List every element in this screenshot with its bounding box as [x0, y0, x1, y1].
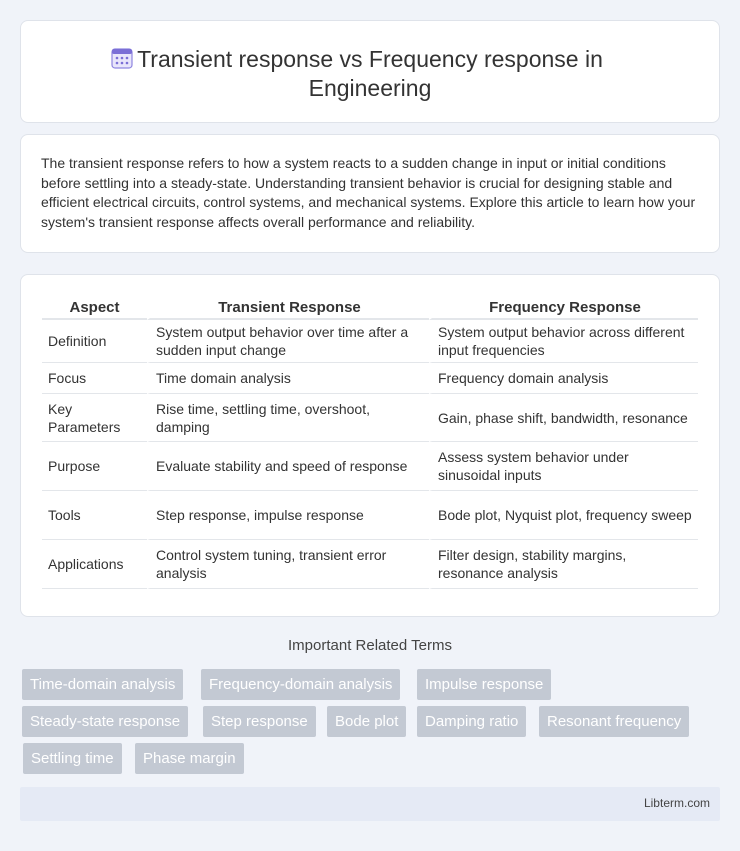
tag-damping-ratio[interactable]: Damping ratio: [417, 706, 526, 737]
tag-impulse-response[interactable]: Impulse response: [417, 669, 551, 700]
tag-steady-state-response[interactable]: Steady-state response: [22, 706, 188, 737]
cell-transient: System output behavior over time after a sudden input change: [147, 320, 429, 363]
table-row: [42, 320, 698, 363]
tag-settling-time[interactable]: Settling time: [23, 743, 122, 774]
table-row: [42, 442, 698, 491]
cell-aspect: Definition: [42, 320, 147, 363]
table-row: [42, 491, 698, 540]
related-terms-title: Important Related Terms: [288, 637, 452, 654]
intro-card: [20, 134, 720, 253]
cell-aspect: Key Parameters: [42, 394, 147, 442]
tag-bode-plot[interactable]: Bode plot: [327, 706, 406, 737]
tag-resonant-frequency[interactable]: Resonant frequency: [539, 706, 689, 737]
cell-aspect: Tools: [42, 491, 147, 540]
cell-frequency: Gain, phase shift, bandwidth, resonance: [429, 394, 698, 442]
page-title: Transient response vs Frequency response in Engineering: [137, 46, 603, 101]
header-aspect: Aspect: [42, 295, 147, 320]
table-row: [42, 394, 698, 442]
cell-transient: Evaluate stability and speed of response: [147, 442, 429, 491]
tag-frequency-domain-analysis[interactable]: Frequency-domain analysis: [201, 669, 400, 700]
tag-step-response[interactable]: Step response: [203, 706, 316, 737]
title-card: [20, 20, 720, 123]
table-header-row: [42, 295, 698, 320]
cell-aspect: Purpose: [42, 442, 147, 491]
tag-phase-margin[interactable]: Phase margin: [135, 743, 244, 774]
cell-transient: Time domain analysis: [147, 363, 429, 394]
cell-aspect: Focus: [42, 363, 147, 394]
cell-frequency: Bode plot, Nyquist plot, frequency sweep: [429, 491, 698, 540]
header-frequency: Frequency Response: [429, 295, 698, 320]
cell-frequency: Assess system behavior under sinusoidal inputs: [429, 442, 698, 491]
cell-frequency: System output behavior across different input frequencies: [429, 320, 698, 363]
footer: [20, 787, 720, 821]
table-row: [42, 363, 698, 394]
cell-transient: Control system tuning, transient error analysis: [147, 540, 429, 589]
cell-transient: Rise time, settling time, overshoot, damping: [147, 394, 429, 442]
intro-text: The transient response refers to how a system reacts to a sudden change in input or initial conditions before settling into a steady-state. Understanding transient behavior is crucial for designing stable and efficient electrical circuits, control systems, and mechanical systems. Explore this article to learn how your system's transient response affects overall performance and reliability.: [41, 155, 696, 230]
footer-site-link[interactable]: Libterm.com: [643, 796, 710, 810]
cell-aspect: Applications: [42, 540, 147, 589]
cell-transient: Step response, impulse response: [147, 491, 429, 540]
cell-frequency: Filter design, stability margins, resonance analysis: [429, 540, 698, 589]
tag-time-domain-analysis[interactable]: Time-domain analysis: [22, 669, 183, 700]
table-row: [42, 540, 698, 589]
cell-frequency: Frequency domain analysis: [429, 363, 698, 394]
comparison-table: [42, 295, 698, 589]
comparison-table-card: [20, 274, 720, 617]
header-transient: Transient Response: [147, 295, 429, 320]
